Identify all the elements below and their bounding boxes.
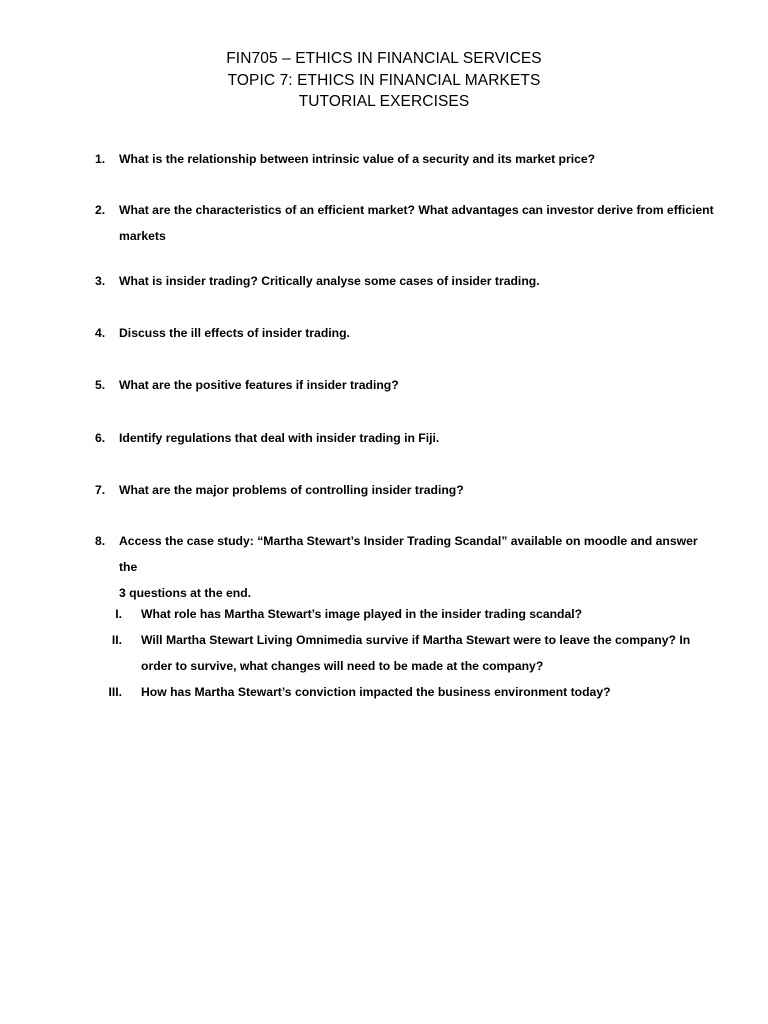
document-header (0, 48, 768, 113)
question-text: Access the case study: “Martha Stewart’s Insider Trading Scandal” available on moodle and answer the 3 questions at the end. (119, 534, 698, 600)
question-text: Discuss the ill effects of insider trading. (119, 326, 350, 340)
question-text: What are the positive features if insider trading? (119, 378, 399, 392)
question-number: 3. (95, 274, 106, 288)
tutorial-title: TUTORIAL EXERCISES (298, 93, 470, 110)
question-number: 6. (95, 431, 106, 445)
sub-question-text: How has Martha Stewart’s conviction impacted the business environment today? (141, 685, 611, 699)
sub-question-text: What role has Martha Stewart’s image played in the insider trading scandal? (141, 607, 583, 621)
question-number: 5. (95, 378, 106, 392)
question-number: 7. (95, 483, 106, 497)
sub-question-number: I. (115, 607, 122, 621)
question-text: What is insider trading? Critically analyse some cases of insider trading. (119, 274, 540, 288)
question-text: What are the characteristics of an efficient market? What advantages can investor derive from efficient markets (119, 203, 714, 243)
question-number: 8. (95, 534, 106, 548)
question-number: 2. (95, 203, 106, 217)
question-text: Identify regulations that deal with insider trading in Fiji. (119, 431, 440, 445)
topic-title: TOPIC 7: ETHICS IN FINANCIAL MARKETS (227, 71, 541, 89)
question-text: What is the relationship between intrinsic value of a security and its market price? (119, 152, 596, 166)
question-text: What are the major problems of controlling insider trading? (119, 483, 464, 497)
sub-question-number: III. (108, 685, 122, 699)
course-title: FIN705 – ETHICS IN FINANCIAL SERVICES (226, 50, 542, 67)
question-number: 1. (95, 152, 106, 166)
sub-question-number: II. (111, 633, 122, 647)
question-number: 4. (95, 326, 106, 340)
sub-question-text: Will Martha Stewart Living Omnimedia survive if Martha Stewart were to leave the company? In order to survive, what changes will need to be made at the company? (141, 633, 691, 673)
